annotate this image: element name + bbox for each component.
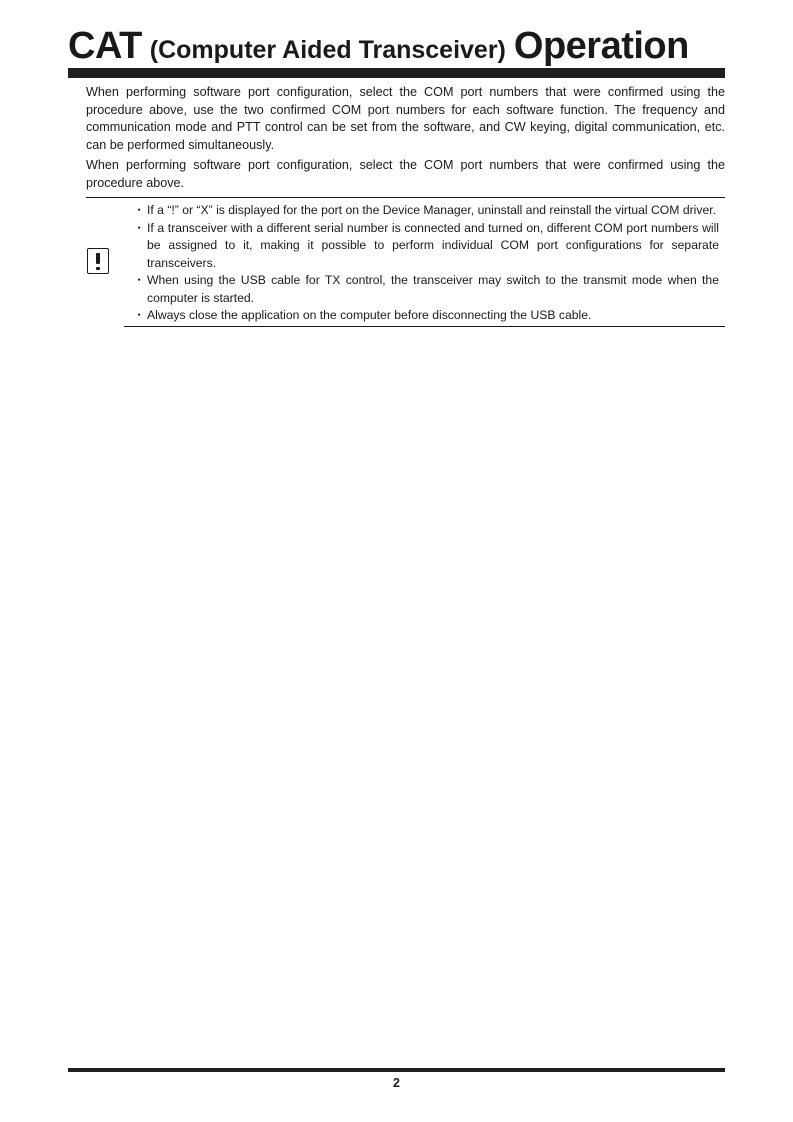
title-cat: CAT bbox=[68, 25, 142, 67]
header-rule bbox=[68, 68, 725, 78]
caution-top-rule bbox=[86, 197, 725, 198]
caution-bottom-rule bbox=[124, 326, 725, 327]
caution-note-item bbox=[132, 272, 719, 307]
bullet-dot: ・ bbox=[133, 203, 146, 217]
bullet-dot: ・ bbox=[133, 308, 146, 322]
bullet-dot: ・ bbox=[133, 220, 146, 235]
caution-note-text: Always close the application on the computer before disconnecting the USB cable. bbox=[147, 308, 592, 322]
caution-note-text: When using the USB cable for TX control, the transceiver may switch to the transmit mode when the computer is started. bbox=[147, 273, 719, 305]
caution-note-item bbox=[132, 202, 719, 220]
caution-note-item bbox=[132, 220, 719, 273]
page-title bbox=[68, 22, 725, 70]
page-number: 2 bbox=[393, 1076, 400, 1090]
bullet-dot: ・ bbox=[133, 273, 146, 287]
caution-notes-list bbox=[132, 202, 719, 325]
caution-exclamation-icon bbox=[87, 248, 109, 274]
title-operation: Operation bbox=[513, 25, 689, 67]
footer-rule bbox=[68, 1068, 725, 1072]
caution-note-item bbox=[132, 307, 719, 325]
paragraph-port-configuration: When performing software port configuration, select the COM port numbers that were confirmed using the procedure above, use the two confirmed COM port numbers for each software function. The frequency and communication mode and PTT control can be set from the software, and CW keying, digital communication, etc. can be performed simultaneously. bbox=[86, 85, 725, 152]
caution-note-text: If a transceiver with a different serial number is connected and turned on, different COM port numbers will be assigned to it, making it possible to perform individual COM port configurations for separate transceivers. bbox=[147, 220, 719, 270]
paragraph-port-selection: When performing software port configuration, select the COM port numbers that were confirmed using the procedure above. bbox=[86, 158, 725, 190]
caution-note-text: If a “!” or “X” is displayed for the port on the Device Manager, uninstall and reinstall the virtual COM driver. bbox=[147, 203, 717, 217]
title-computer-aided-transceiver: (Computer Aided Transceiver) bbox=[149, 36, 506, 64]
